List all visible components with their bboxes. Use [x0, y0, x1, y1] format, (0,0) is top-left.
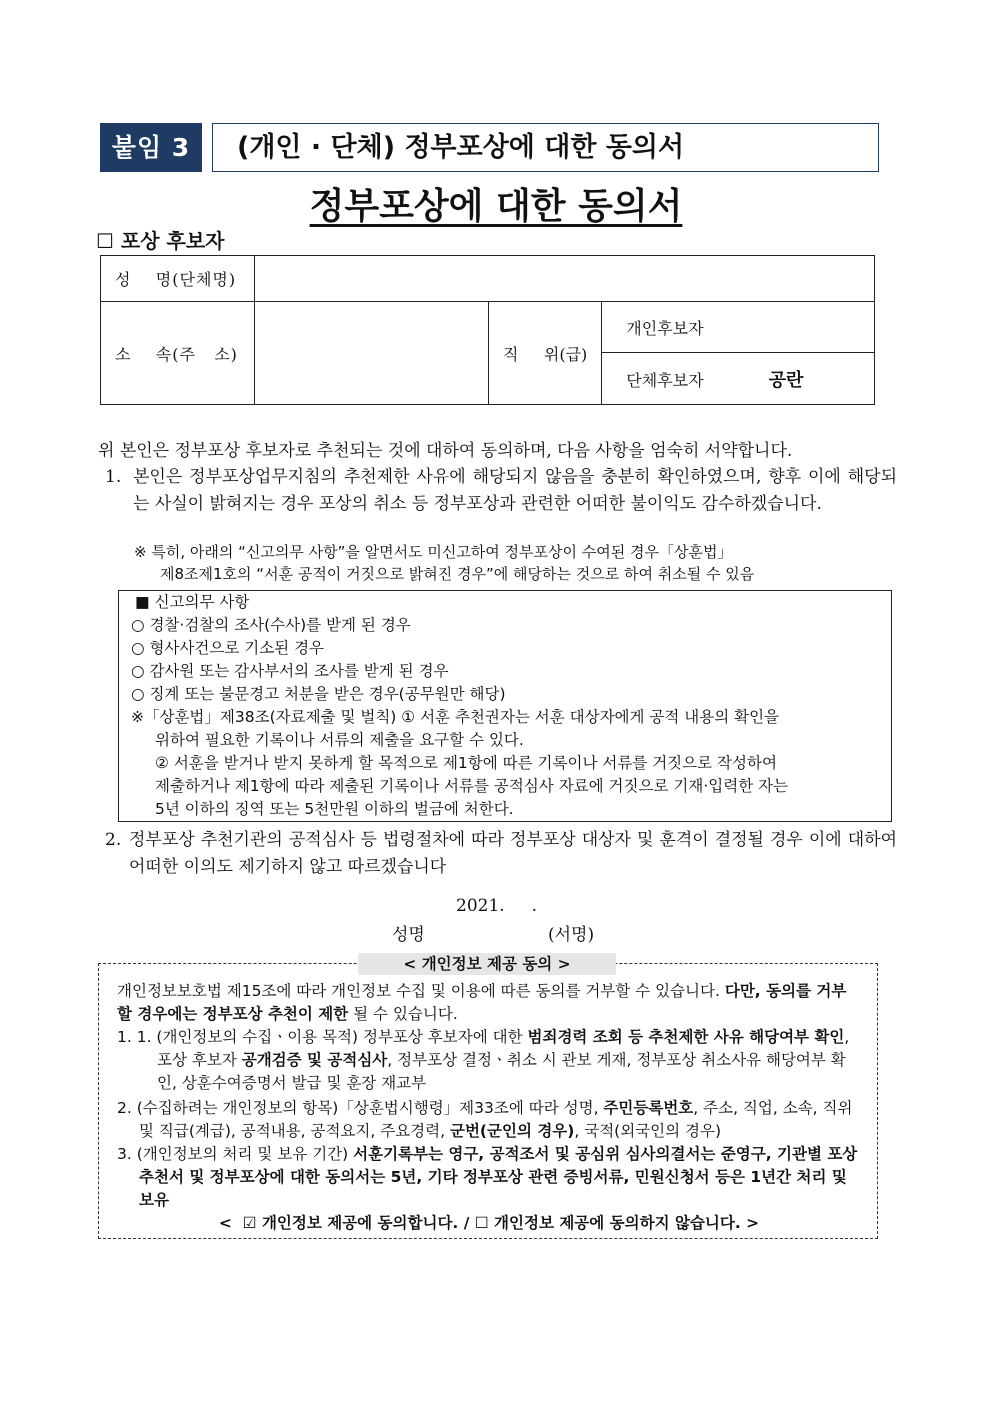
report-item: ○ 형사사건으로 기소된 경우 [131, 639, 325, 657]
item-bold: 군번(군인의 경우) [449, 1122, 575, 1140]
pledge-item-2 [105, 827, 897, 881]
item-bold: 주민등록번호 [603, 1099, 694, 1117]
item-bold: 공개검증 및 공적심사 [241, 1051, 388, 1069]
report-item: ○ 경찰·검찰의 조사(수사)를 받게 된 경우 [131, 616, 411, 634]
group-candidate-value: 공란 [768, 369, 804, 391]
item-text: 2. (수집하려는 개인정보의 항목)「상훈법시행령」제33조에 따라 성명, [117, 1099, 604, 1117]
note-line-1: ※ 특히, 아래의 “신고의무 사항”을 알면서도 미신고하여 정부포상이 수여된 경우「상훈법」 [134, 543, 733, 561]
privacy-item-3 [117, 1143, 861, 1212]
sign-name-label: 성명 [392, 925, 425, 945]
law-line: 5년 이하의 징역 또는 5천만원 이하의 벌금에 처한다. [155, 800, 514, 818]
affiliation-label: 소 속(주 소) [101, 302, 255, 405]
group-candidate-label: 단체후보자 [626, 370, 704, 390]
position-label: 직 위(급) [489, 302, 602, 405]
privacy-consent-title: < 개인정보 제공 동의 > [358, 953, 616, 975]
individual-candidate-label: 개인후보자 [626, 318, 704, 338]
sign-date: 2021. . [456, 896, 538, 916]
report-item: ○ 감사원 또는 감사부서의 조사를 받게 된 경우 [131, 662, 449, 680]
law-line: 위하여 필요한 기록이나 서류의 제출을 요구할 수 있다. [155, 731, 524, 749]
item-text: , 정부포상 결정ㆍ취소 시 관보 게재, 정부포상 취소사유 해당여부 확인, 상훈수여증명서 발급 및 훈장 재교부 [157, 1051, 846, 1092]
affiliation-field[interactable] [255, 302, 489, 405]
report-obligation-box [118, 590, 892, 822]
item-text: 정부포상 추천기관의 공적심사 등 법령절차에 따라 정부포상 대상자 및 훈격이 결정될 경우 이에 대하여 어떠한 이의도 제기하지 않고 따르겠습니다 [129, 830, 897, 877]
note-line-2: 제8조제1호의 “서훈 공적이 거짓으로 밝혀진 경우”에 해당하는 것으로 하여 취소될 수 있음 [160, 565, 755, 583]
report-item: ○ 징계 또는 불문경고 처분을 받은 경우(공무원만 해당) [131, 685, 506, 703]
privacy-item-1 [117, 1026, 861, 1095]
section-heading-candidate [96, 225, 224, 254]
individual-candidate-cell[interactable] [602, 302, 875, 353]
law-line: ② 서훈을 받거나 받지 못하게 할 목적으로 제1항에 따른 기록이나 서류를 거짓으로 작성하여 [155, 754, 777, 772]
law-line: 제출하거나 제1항에 따라 제출된 기록이나 서류를 공적심사 자료에 거짓으로 기재·입력한 자는 [155, 777, 789, 795]
group-candidate-cell[interactable] [602, 353, 875, 405]
pledge-intro: 위 본인은 정부포상 후보자로 추천되는 것에 대하여 동의하며, 다음 사항을 엄숙히 서약합니다. [98, 441, 793, 461]
page-title: 정부포상에 대한 동의서 [309, 186, 683, 227]
item-text: , 국적(외국인의 경우) [574, 1122, 722, 1140]
item-text: 3. (개인정보의 처리 및 보유 기간) [117, 1145, 354, 1163]
signature-field[interactable]: (서명) [548, 925, 595, 945]
privacy-consent-box [98, 963, 878, 1239]
section-label: 포상 후보자 [120, 229, 225, 253]
item-bold: 범죄경력 조회 등 추천제한 사유 해당여부 확인 [527, 1028, 845, 1046]
candidate-table [100, 255, 875, 405]
report-box-title: ■ 신고의무 사항 [135, 593, 250, 611]
pledge-item-1 [105, 464, 897, 518]
privacy-intro [117, 980, 861, 1026]
item-text: 1. 1. (개인정보의 수집ㆍ이용 목적) 정부포상 후보자에 대한 [117, 1028, 528, 1046]
privacy-intro-text: 개인정보보호법 제15조에 따라 개인정보 수집 및 이용에 따른 동의를 거부할 수 있습니다. [117, 982, 725, 1000]
privacy-intro-bold: 다만, 동의를 거부할 경우에는 정부포상 추천이 제한 [117, 982, 847, 1023]
name-label: 성 명(단체명) [101, 256, 255, 302]
item-text: , 주소, 직업, 소속, 직위 및 직급(계급), 공적내용, 공적요지, 주요경력, [139, 1099, 853, 1140]
name-field[interactable] [255, 256, 875, 302]
item-bold: 서훈기록부는 영구, 공적조서 및 공심위 심사의결서는 준영구, 기관별 포상추천서 및 정부포상에 대한 동의서는 5년, 기타 정부포상 관련 증빙서류, 민원신청서 등은 1년간 처리 및 보유 [139, 1145, 858, 1209]
privacy-intro-tail: 될 수 있습니다. [348, 1005, 458, 1023]
pledge-note [134, 541, 894, 585]
consent-choice[interactable]: < ☑ 개인정보 제공에 동의합니다. / ☐ 개인정보 제공에 동의하지 않습니다. > [218, 1214, 760, 1232]
attachment-badge: 붙임 3 [100, 123, 202, 172]
checkbox-icon: ☐ [96, 229, 114, 253]
item-number: 1. [105, 467, 122, 487]
document-type-box: (개인 · 단체) 정부포상에 대한 동의서 [212, 123, 879, 172]
privacy-item-2 [117, 1097, 861, 1143]
item-text: 본인은 정부포상업무지침의 추천제한 사유에 해당되지 않음을 충분히 확인하였으며, 향후 이에 해당되는 사실이 밝혀지는 경우 포상의 취소 등 정부포상과 관련한 어떠한 불이익도 감수하겠습니다. [133, 467, 897, 514]
item-number: 2. [105, 830, 122, 850]
law-line: ※「상훈법」제38조(자료제출 및 벌칙) ① 서훈 추천권자는 서훈 대상자에게 공적 내용의 확인을 [131, 708, 780, 726]
item-text: , 포상 후보자 [157, 1028, 850, 1069]
